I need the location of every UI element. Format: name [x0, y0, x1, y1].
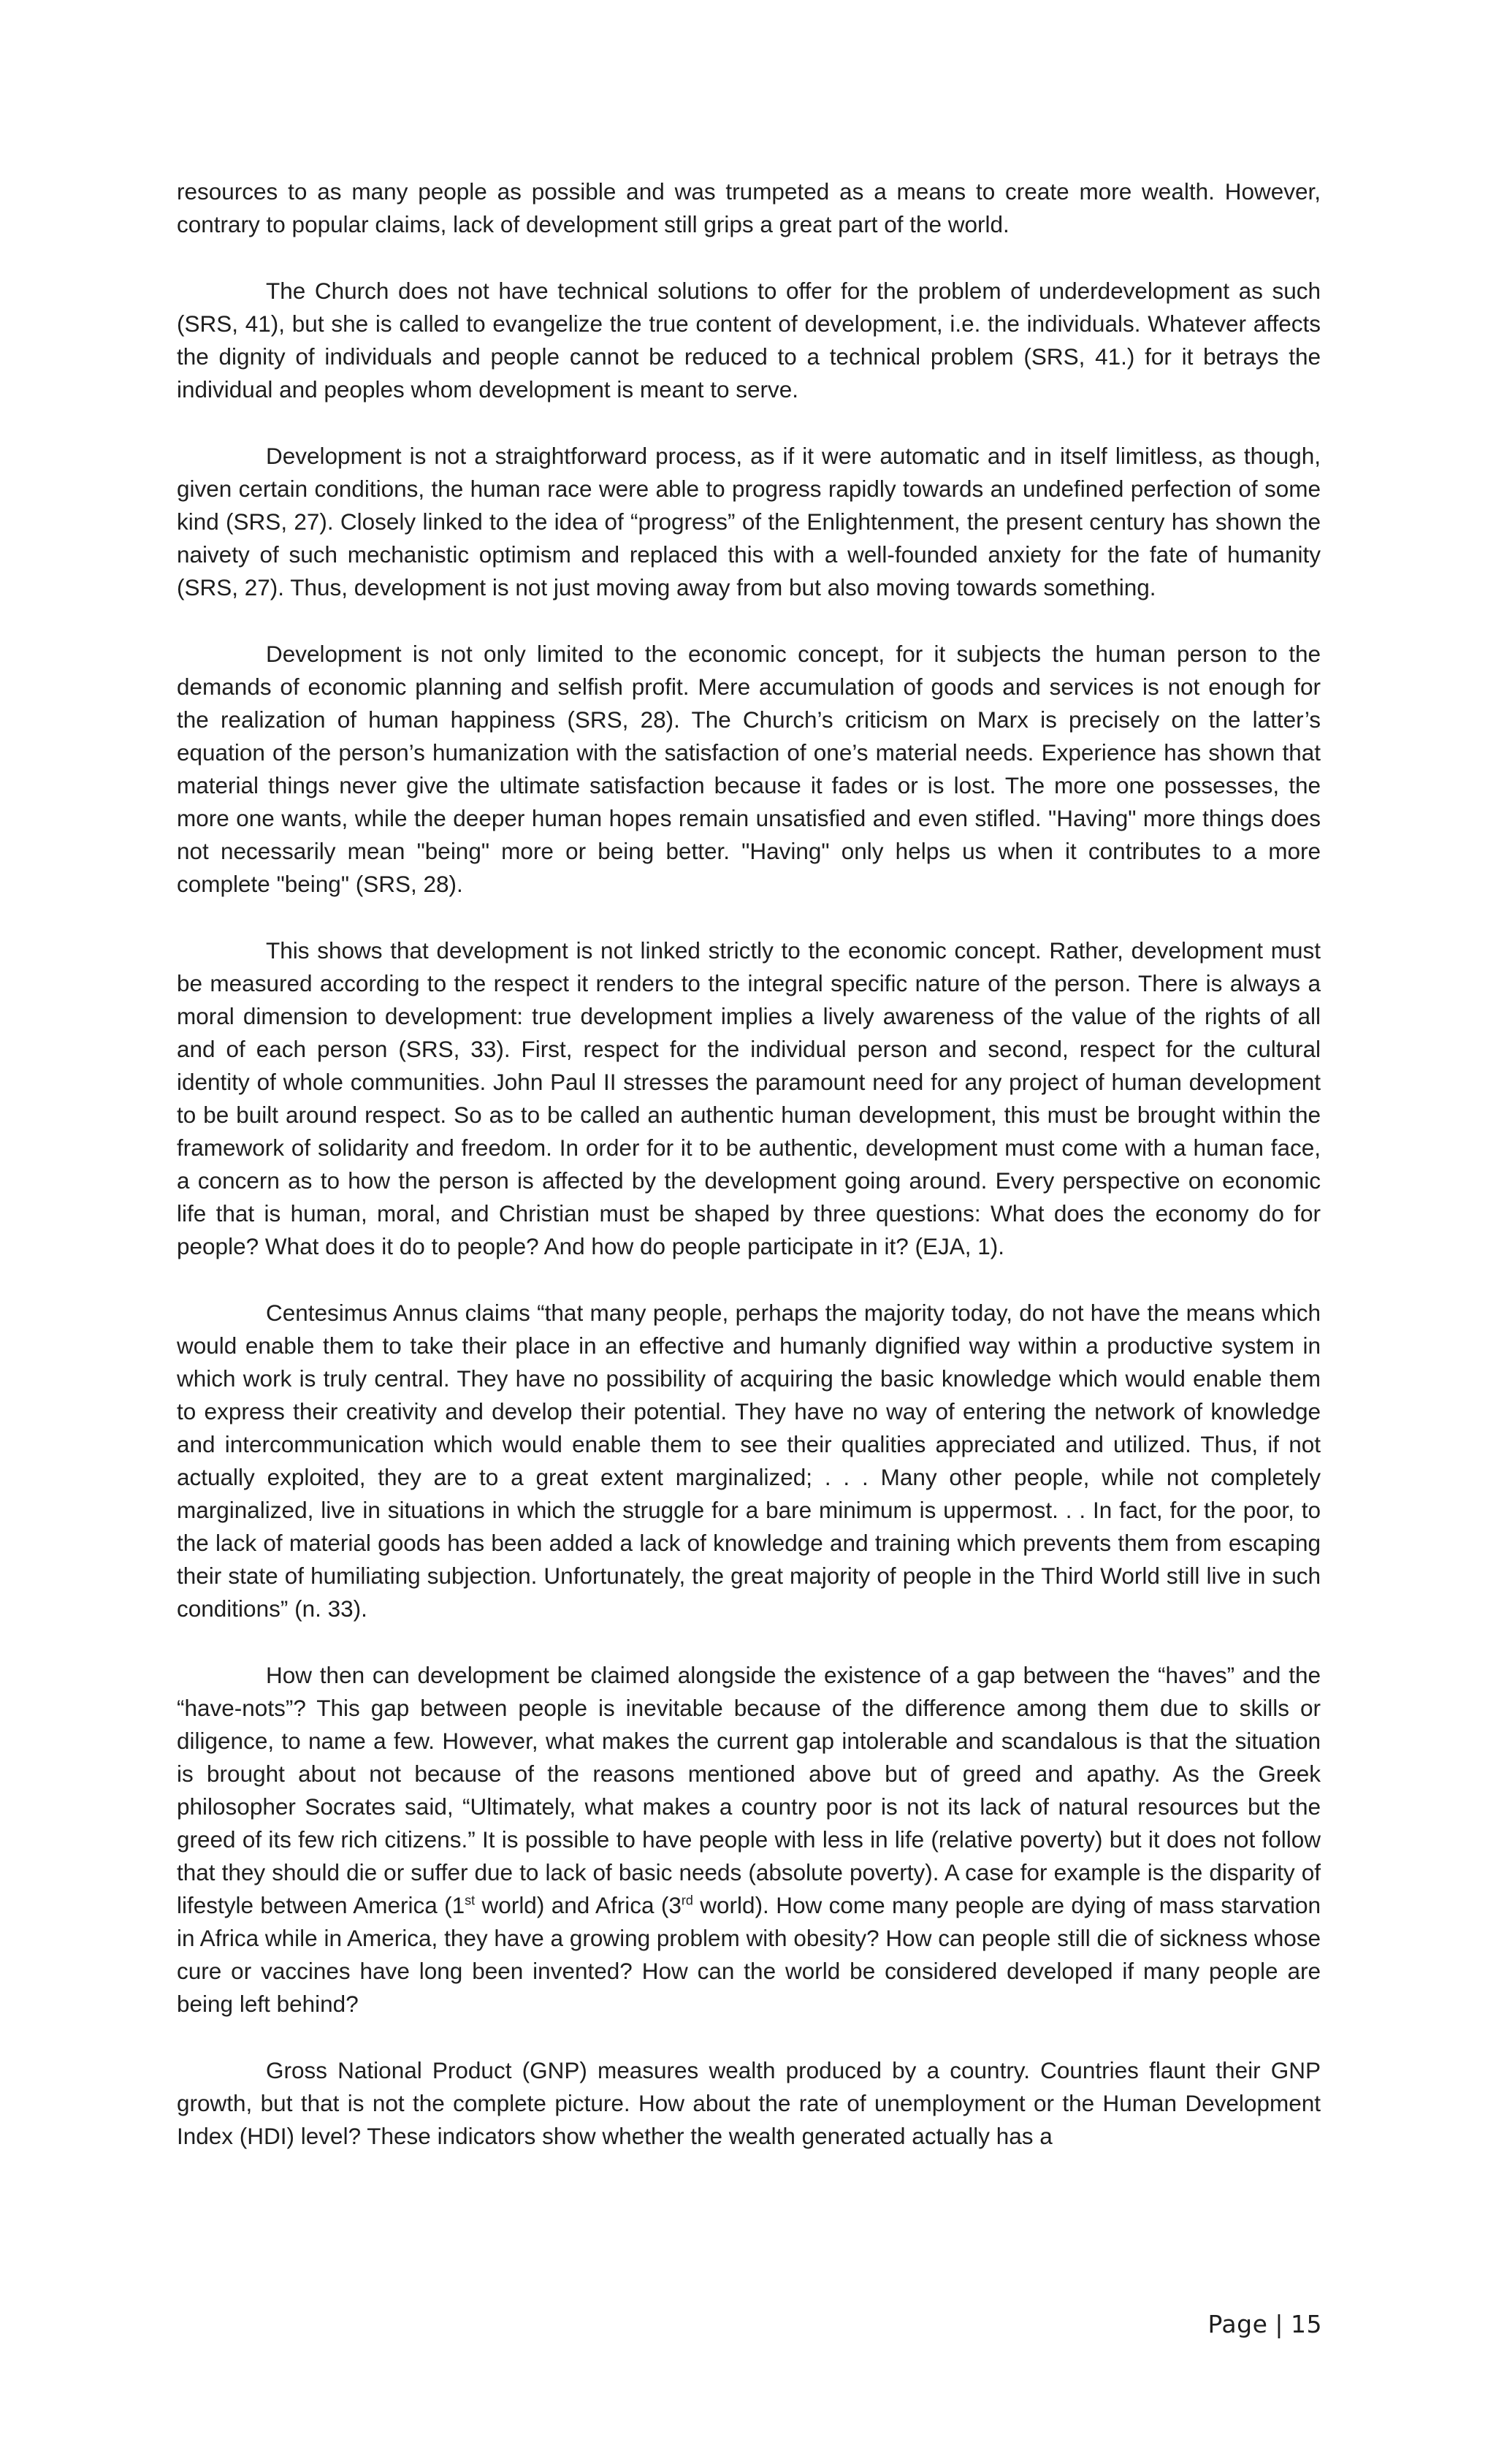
page-number-footer: [1207, 2310, 1322, 2338]
page-number: 15: [1291, 2310, 1322, 2338]
superscript-rd: rd: [681, 1893, 693, 1908]
paragraph-text-part-b: world) and Africa (3: [475, 1892, 682, 1918]
paragraph-haves-have-nots: [177, 1659, 1321, 2021]
paragraph-text-part-c: world). How come many people are dying of mass starvation in Africa while in America, they have a growing problem with obesity? How can people still die of sickness whose cure or vaccines have long been invented? How can the world be considered developed if many people are being left behind?: [177, 1892, 1321, 2017]
paragraph-centesimus-annus: Centesimus Annus claims “that many people, perhaps the majority today, do not have the means which would enable them to take their place in an effective and humanly dignified way within a productive system in which work is truly central. They have no possibility of acquiring the basic knowledge which would enable them to express their creativity and develop their potential. They have no way of entering the network of knowledge and intercommunication which would enable them to see their qualities appreciated and utilized. Thus, if not actually exploited, they are to a great extent marginalized; . . . Many other people, while not completely marginalized, live in situations in which the struggle for a bare minimum is uppermost. . . In fact, for the poor, to the lack of material goods has been added a lack of knowledge and training which prevents them from escaping their state of humiliating subjection. Unfortunately, the great majority of people in the Third World still live in such conditions” (n. 33).: [177, 1300, 1321, 1622]
page-separator: |: [1275, 2310, 1283, 2338]
paragraph-development-process: Development is not a straightforward process, as if it were automatic and in itself limitless, as though, given certain conditions, the human race were able to progress rapidly towards an undefined perfection of some kind (SRS, 27). Closely linked to the idea of “progress” of the Enlightenment, the present century has shown the naivety of such mechanistic optimism and replaced this with a well-founded anxiety for the fate of humanity (SRS, 27). Thus, development is not just moving away from but also moving towards something.: [177, 443, 1321, 600]
paragraph-gnp: Gross National Product (GNP) measures wealth produced by a country. Countries flaunt their GNP growth, but that is not the complete picture. How about the rate of unemployment or the Human Development Index (HDI) level? These indicators show whether the wealth generated actually has a: [177, 2057, 1321, 2149]
document-body: [177, 175, 1321, 2186]
paragraph-text-part-a: How then can development be claimed alongside the existence of a gap between the “haves” and the “have-nots”? This gap between people is inevitable because of the difference among them due to skills or diligence, to name a few. However, what makes the current gap intolerable and scandalous is that the situation is brought about not because of the reasons mentioned above but of greed and apathy. As the Greek philosopher Socrates said, “Ultimately, what makes a country poor is not its lack of natural resources but the greed of its few rich citizens.” It is possible to have people with less in life (relative poverty) but it does not follow that they should die or suffer due to lack of basic needs (absolute poverty). A case for example is the disparity of lifestyle between America (1: [177, 1662, 1321, 1918]
paragraph-moral-dimension: This shows that development is not linked strictly to the economic concept. Rather, development must be measured according to the respect it renders to the integral specific nature of the person. There is always a moral dimension to development: true development implies a lively awareness of the value of the rights of all and of each person (SRS, 33). First, respect for the individual person and second, respect for the cultural identity of whole communities. John Paul II stresses the paramount need for any project of human development to be built around respect. So as to be called an authentic human development, this must be brought within the framework of solidarity and freedom. In order for it to be authentic, development must come with a human face, a concern as to how the person is affected by the development going around. Every perspective on economic life that is human, moral, and Christian must be shaped by three questions: What does the economy do for people? What does it do to people? And how do people participate in it? (EJA, 1).: [177, 937, 1321, 1259]
paragraph-continuation: resources to as many people as possible and was trumpeted as a means to create more wealth. However, contrary to popular claims, lack of development still grips a great part of the world.: [177, 178, 1321, 237]
paragraph-church-technical-solutions: The Church does not have technical solutions to offer for the problem of underdevelopment as such (SRS, 41), but she is called to evangelize the true content of development, i.e. the individuals. Whatever affects the dignity of individuals and people cannot be reduced to a technical problem (SRS, 41.) for it betrays the individual and peoples whom development is meant to serve.: [177, 278, 1321, 403]
superscript-st: st: [465, 1893, 476, 1908]
page-label: Page: [1207, 2310, 1268, 2338]
paragraph-economic-concept: Development is not only limited to the economic concept, for it subjects the human person to the demands of economic planning and selfish profit. Mere accumulation of goods and services is not enough for the realization of human happiness (SRS, 28). The Church’s criticism on Marx is precisely on the latter’s equation of the person’s humanization with the satisfaction of one’s material needs. Experience has shown that material things never give the ultimate satisfaction because it fades or is lost. The more one possesses, the more one wants, while the deeper human hopes remain unsatisfied and even stifled. "Having" more things does not necessarily mean "being" more or being better. "Having" only helps us when it contributes to a more complete "being" (SRS, 28).: [177, 641, 1321, 897]
